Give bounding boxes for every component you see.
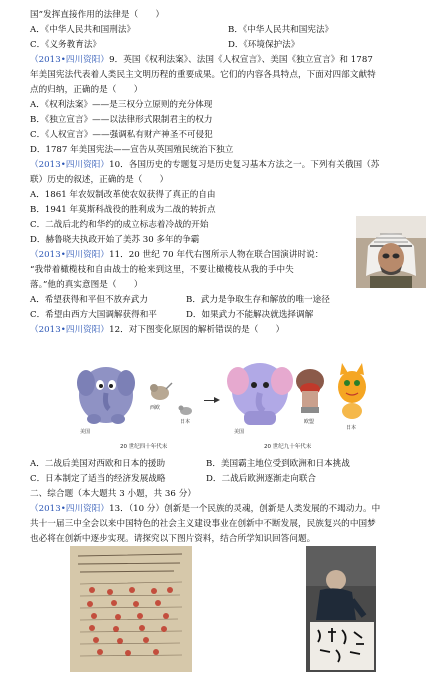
q10-option-a[interactable]: A．1861 年农奴制改革使农奴获得了真正的自由 xyxy=(30,190,216,200)
q8-stem-tail: 国”发挥直接作用的法律是（ ） xyxy=(30,10,165,20)
arafat-portrait-photo xyxy=(356,216,426,288)
q10-stem-line1: （2013•四川资阳）10．各国历史的专题复习是历史复习基本方法之一。下列有关俄国（苏 xyxy=(30,160,380,170)
cartoon-1990s xyxy=(226,345,376,443)
q13-stem-line2: 共十一届三中全会以来中国特色的社会主义建设事业在创新中不断发展，民族复兴的中国梦 xyxy=(30,519,376,529)
q12-option-c[interactable]: C．日本制定了适当的经济发展战略 xyxy=(30,474,166,484)
q9-stem-line3: 点的归纳，正确的是（ ） xyxy=(30,85,143,95)
label-eu-1990s: 欧盟 xyxy=(304,419,315,425)
caption-1940s: 20 世纪四十年代末 xyxy=(120,444,168,450)
q11-option-b[interactable]: B．武力是争取生存和解放的唯一途径 xyxy=(186,295,330,305)
q11-stem-line3: 落。”他的真实意图是（ ） xyxy=(30,280,143,290)
q10-stem-line2: 联）历史的叙述，正确的是（ ） xyxy=(30,175,169,185)
cartoon-1940s-illustration xyxy=(76,345,206,443)
q11-stem-line2: “我带着橄榄枝和自由战士的枪来到这里，不要让橄榄枝从我的手中失 xyxy=(30,265,294,275)
q11-stem-line1: （2013•四川资阳）11．20 世纪 70 年代右图所示人物在联合国演讲时说： xyxy=(30,250,324,260)
q9-stem-line2: 年美国宪法代表着人类民主文明历程的重要成果。它们的内容各具特点，下面对四部文献特 xyxy=(30,70,376,80)
q9-stem-line1: （2013•四川资阳）9．英国《权利法案》、法国《人权宣言》、美国《独立宣言》和 1787 xyxy=(30,55,373,65)
q12-stem-line1: （2013•四川资阳）12．对下图变化原因的解析错误的是（ ） xyxy=(30,325,285,335)
label-japan-1990s: 日本 xyxy=(346,425,357,431)
q9-option-d[interactable]: D．1787 年美国宪法——宣告从英国殖民统治下独立 xyxy=(30,145,234,155)
q9-option-b[interactable]: B．《独立宣言》——以法律形式限制君主的权力 xyxy=(30,115,213,125)
q9-source: （2013•四川资阳） xyxy=(30,55,110,65)
calligraphy-photo xyxy=(306,546,376,672)
q10-option-b[interactable]: B．1941 年莫斯科战役的胜利成为二战的转折点 xyxy=(30,205,216,215)
q12-option-d[interactable]: D．二战后欧洲逐渐走向联合 xyxy=(206,474,317,484)
q10-option-d[interactable]: D．赫鲁晓夫执政开始了美苏 30 多年的争霸 xyxy=(30,235,200,245)
q12-option-a[interactable]: A．二战后美国对西欧和日本的援助 xyxy=(30,459,166,469)
q8-option-a[interactable]: A．《中华人民共和国刑法》 xyxy=(30,25,136,35)
q11-option-d[interactable]: D．如果武力不能解决就选择调解 xyxy=(186,310,314,320)
caption-1990s: 20 世纪九十年代末 xyxy=(264,444,312,450)
q13-stem-line3: 也必将在创新中逐步实现。请探究以下图片资料，结合所学知识回答问题。 xyxy=(30,534,316,544)
label-usa-1940s: 美国 xyxy=(80,429,91,435)
q11-source: （2013•四川资阳） xyxy=(30,250,110,260)
q10-option-c[interactable]: C．二战后北约和华约的成立标志着冷战的开始 xyxy=(30,220,209,230)
q11-option-c[interactable]: C．希望由西方大国调解获得和平 xyxy=(30,310,157,320)
calligraphy-illustration xyxy=(306,546,376,672)
label-japan-1940s: 日本 xyxy=(180,419,191,425)
q12-option-b[interactable]: B．美国霸主地位受到欧洲和日本挑战 xyxy=(206,459,350,469)
q9-option-a[interactable]: A．《权利法案》——是三权分立原则的充分体现 xyxy=(30,100,213,110)
q13-source: （2013•四川资阳） xyxy=(30,504,110,514)
label-west-europe-1940s: 西欧 xyxy=(150,405,161,411)
portrait-illustration xyxy=(356,216,426,288)
cartoon-1940s xyxy=(76,345,206,443)
section2-title: 二、综合题（本大题共 3 小题，共 36 分） xyxy=(30,489,196,499)
q10-source: （2013•四川资阳） xyxy=(30,160,110,170)
q9-option-c[interactable]: C．《人权宣言》——强调私有财产神圣不可侵犯 xyxy=(30,130,213,140)
q8-option-b[interactable]: B．《中华人民共和国宪法》 xyxy=(228,25,334,35)
q11-option-a[interactable]: A．希望获得和平但不放弃武力 xyxy=(30,295,148,305)
xiaogang-contract-photo xyxy=(70,546,192,672)
change-arrow-head xyxy=(214,397,220,403)
q8-option-c[interactable]: C．《义务教育法》 xyxy=(30,40,102,50)
q8-option-d[interactable]: D．《环境保护法》 xyxy=(228,40,300,50)
q12-source: （2013•四川资阳） xyxy=(30,325,110,335)
label-usa-1990s: 美国 xyxy=(234,429,245,435)
contract-illustration xyxy=(70,546,192,672)
q13-stem-line1: （2013•四川资阳）13．（10 分）创新是一个民族的灵魂，创新是人类发展的不竭动力。中 xyxy=(30,504,381,514)
